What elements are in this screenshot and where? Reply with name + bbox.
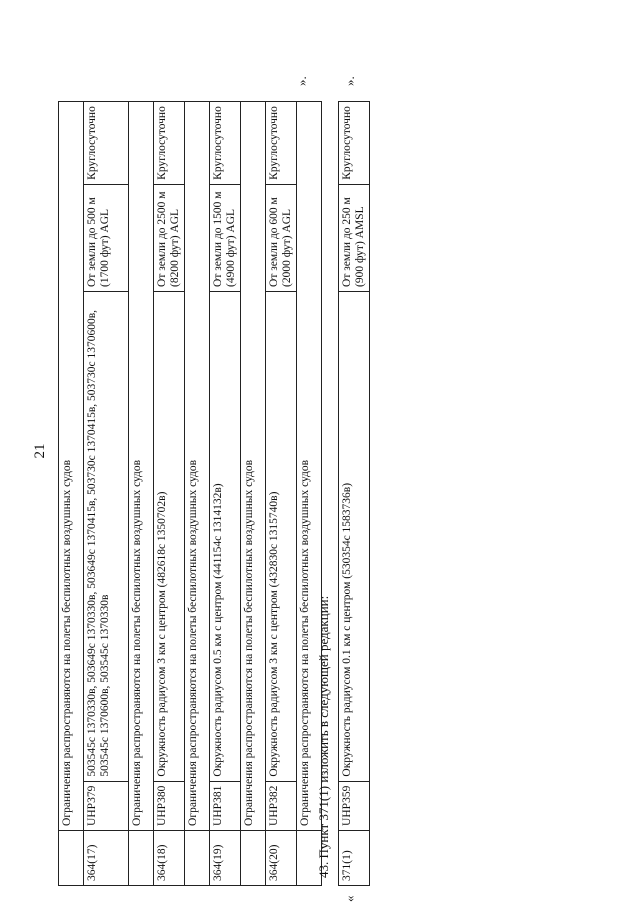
table-row xyxy=(339,102,370,886)
zone-altitude: От земли до 250 м (900 фут) AMSL xyxy=(339,184,370,291)
table-row xyxy=(129,102,154,886)
table-note: Ограничения распространяются на полеты беспилотных воздушных судов xyxy=(129,102,154,831)
zone-time: Круглосуточно xyxy=(266,102,297,185)
zone-altitude: От земли до 600 м (2000 фут) AGL xyxy=(266,184,297,291)
zone-boundary: Окружность радиусом 3 км с центром (482618с 1350702в) xyxy=(154,291,185,781)
zone-time: Круглосуточно xyxy=(210,102,241,185)
opening-quote: « xyxy=(342,895,357,902)
zone-boundary: Окружность радиусом 0.5 км с центром (441154с 1314132в) xyxy=(210,291,241,781)
row-number: 364(17) xyxy=(84,830,129,885)
zone-boundary: Окружность радиусом 3 км с центром (432830с 1315740в) xyxy=(266,291,297,781)
zone-boundary: Окружность радиусом 0.1 км с центром (530354с 1583736в) xyxy=(339,291,370,781)
table-row xyxy=(241,102,266,886)
page-number: 21 xyxy=(32,443,48,459)
table-row xyxy=(84,102,129,886)
rotated-document xyxy=(26,26,606,902)
zone-altitude: От земли до 500 м (1700 фут) AGL xyxy=(84,184,129,291)
zone-code: UHP381 xyxy=(210,781,241,830)
zone-time: Круглосуточно xyxy=(339,102,370,185)
zone-time: Круглосуточно xyxy=(154,102,185,185)
row-number: 364(19) xyxy=(210,830,241,885)
zone-code: UHP359 xyxy=(339,781,370,830)
zone-time: Круглосуточно xyxy=(84,102,129,185)
airspace-table-1 xyxy=(58,101,322,886)
table-row xyxy=(266,102,297,886)
zone-code: UHP380 xyxy=(154,781,185,830)
table-note: Ограничения распространяются на полеты беспилотных воздушных судов xyxy=(241,102,266,831)
table-row xyxy=(154,102,185,886)
table-row xyxy=(185,102,210,886)
airspace-table-2 xyxy=(338,101,370,886)
closing-quote: ». xyxy=(294,76,309,86)
zone-code: UHP379 xyxy=(84,781,129,830)
table-note: Ограничения распространяются на полеты беспилотных воздушных судов xyxy=(59,102,84,831)
table-row xyxy=(59,102,84,886)
zone-altitude: От земли до 1500 м (4900 фут) AGL xyxy=(210,184,241,291)
table-row xyxy=(210,102,241,886)
table-note: Ограничения распространяются на полеты беспилотных воздушных судов xyxy=(185,102,210,831)
row-number: 371(1) xyxy=(339,830,370,885)
closing-quote-2: ». xyxy=(342,76,357,86)
section-heading: 43. Пункт 371(1) изложить в следующей редакции: xyxy=(316,595,331,878)
zone-boundary: 503545с 1370330в, 503649с 1370330в, 503649с 1370415в, 503730с 1370415в, 503730с 1370600в, 503545с 1370600в, 503545с 1370330в xyxy=(84,291,129,781)
row-number: 364(18) xyxy=(154,830,185,885)
table-note: Ограничения распространяются на полеты беспилотных воздушных судов xyxy=(297,102,322,831)
row-number: 364(20) xyxy=(266,830,297,885)
zone-altitude: От земли до 2500 м (8200 фут) AGL xyxy=(154,184,185,291)
zone-code: UHP382 xyxy=(266,781,297,830)
